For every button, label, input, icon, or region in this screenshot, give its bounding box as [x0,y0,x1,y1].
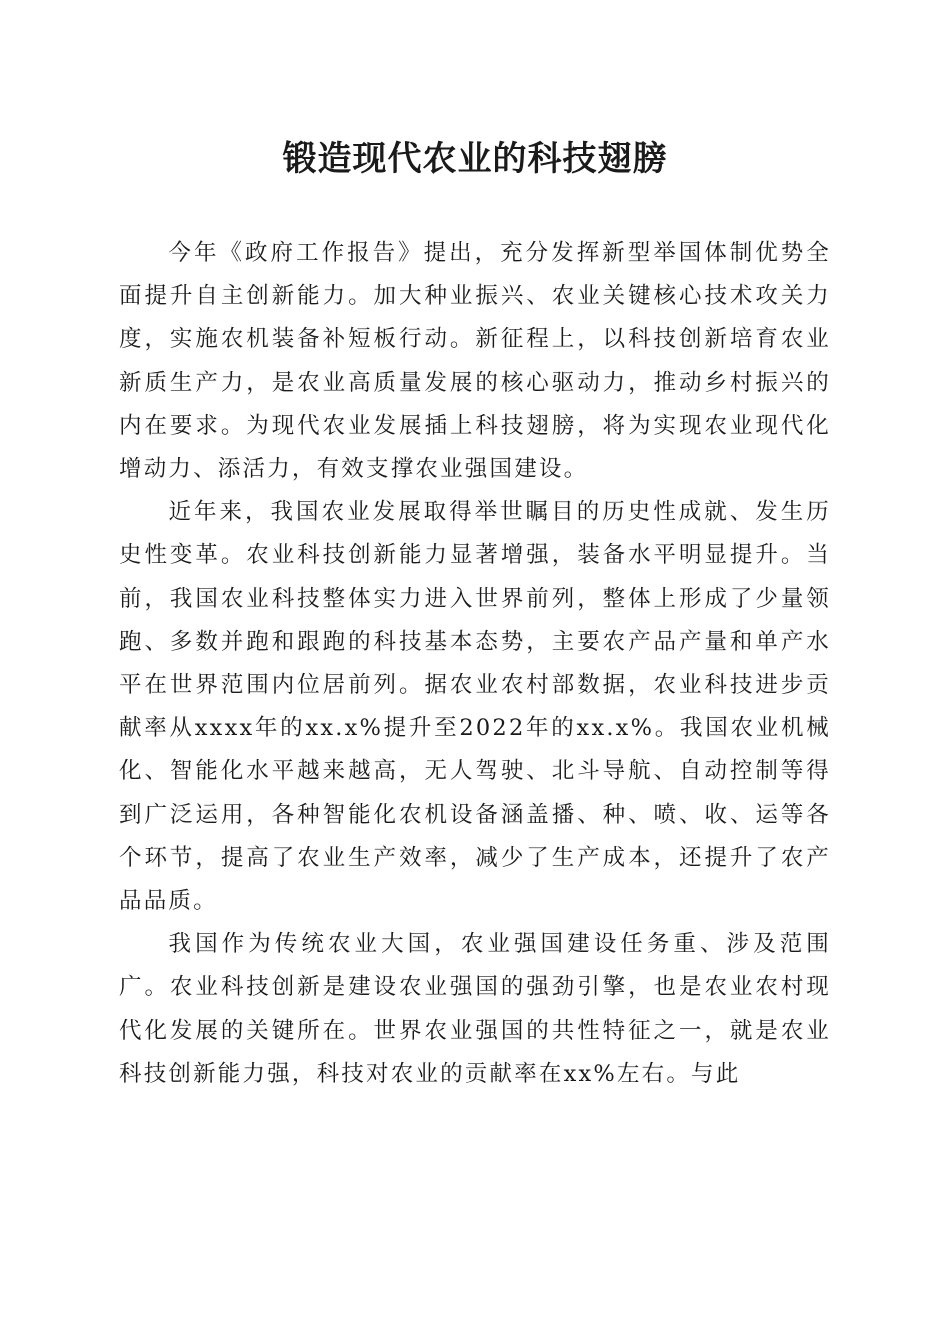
paragraph-2: 近年来，我国农业发展取得举世瞩目的历史性成就、发生历史性变革。农业科技创新能力显著增强，装备水平明显提升。当前，我国农业科技整体实力进入世界前列，整体上形成了少量领跑、多数并跑和跟跑的科技基本态势，主要农产品产量和单产水平在世界范围内位居前列。据农业农村部数据，农业科技进步贡献率从xxxx年的xx.x%提升至2022年的xx.x%。我国农业机械化、智能化水平越来越高，无人驾驶、北斗导航、自动控制等得到广泛运用，各种智能化农机设备涵盖播、种、喷、收、运等各个环节，提高了农业生产效率，减少了生产成本，还提升了农产品品质。 [119,499,831,915]
paragraph-1: 今年《政府工作报告》提出，充分发挥新型举国体制优势全面提升自主创新能力。加大种业振兴、农业关键核心技术攻关力度，实施农机装备补短板行动。新征程上，以科技创新培育农业新质生产力，是农业高质量发展的核心驱动力，推动乡村振兴的内在要求。为现代农业发展插上科技翅膀，将为实现农业现代化增动力、添活力，有效支撑农业强国建设。 [119,240,831,483]
document-body [119,232,831,1096]
document-title: 锻造现代农业的科技翅膀 [282,139,668,179]
paragraph-3: 我国作为传统农业大国，农业强国建设任务重、涉及范围广。农业科技创新是建设农业强国的强劲引擎，也是农业农村现代化发展的关键所在。世界农业强国的共性特征之一，就是农业科技创新能力强，科技对农业的贡献率在xx%左右。与此 [119,931,831,1087]
